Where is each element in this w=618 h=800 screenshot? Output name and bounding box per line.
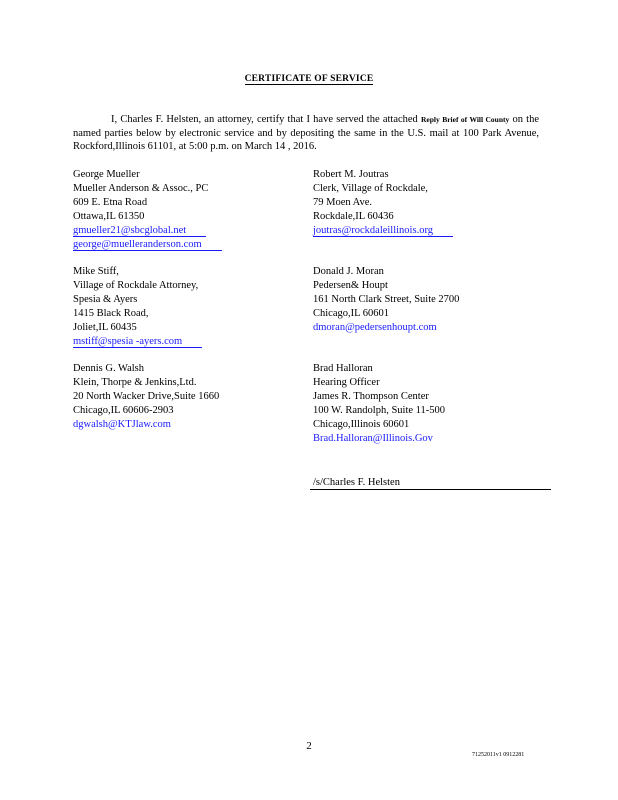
party-block-moran xyxy=(313,265,459,335)
party-block-halloran xyxy=(313,362,445,446)
party-line: 79 Moen Ave. xyxy=(313,197,373,208)
party-line: Spesia & Ayers xyxy=(73,294,138,305)
party-line: Clerk, Village of Rockdale, xyxy=(313,183,428,194)
party-line: Chicago,IL 60606-2903 xyxy=(73,405,174,416)
party-line: Mueller Anderson & Assoc., PC xyxy=(73,183,209,194)
party-line: Chicago,IL 60601 xyxy=(313,308,390,319)
party-line: 609 E. Etna Road xyxy=(73,197,148,208)
party-line: Klein, Thorpe & Jenkins,Ltd. xyxy=(73,377,197,388)
party-line: George Mueller xyxy=(73,169,140,180)
party-line: Brad Halloran xyxy=(313,363,373,374)
party-line: Pedersen& Houpt xyxy=(313,280,388,291)
party-line: Mike Stiff, xyxy=(73,266,119,277)
signature-text: /s/Charles F. Helsten xyxy=(313,477,400,488)
paragraph-part2: on the named parties below by electronic service and by depositing the same in the U.S. mail at 100 Park Avenue, Rockford,Illinois 61101, at 5:00 p.m. on March 14 , 2016. xyxy=(73,114,540,152)
party-line: Robert M. Joutras xyxy=(313,169,389,180)
document-id: 71252011v1 0912281 xyxy=(472,752,525,758)
title-text: CERTIFICATE OF SERVICE xyxy=(244,74,374,84)
email-link[interactable]: joutras@rockdaleillinois.org xyxy=(313,225,453,237)
email-link[interactable]: dgwalsh@KTJlaw.com xyxy=(73,419,171,430)
email-link[interactable]: george@muelleranderson.com xyxy=(73,239,222,251)
page-number: 2 xyxy=(306,740,312,752)
email-link[interactable]: Brad.Halloran@Illinois.Gov xyxy=(313,433,433,444)
party-line: Donald J. Moran xyxy=(313,266,384,277)
party-line: Village of Rockdale Attorney, xyxy=(73,280,199,291)
party-line: Chicago,Illinois 60601 xyxy=(313,419,410,430)
party-block-stiff xyxy=(73,265,202,349)
party-line: 161 North Clark Street, Suite 2700 xyxy=(313,294,460,305)
party-line: James R. Thompson Center xyxy=(313,391,429,402)
party-line: Hearing Officer xyxy=(313,377,380,388)
certification-paragraph xyxy=(73,113,539,154)
party-line: 1415 Black Road, xyxy=(73,308,149,319)
party-line: Ottawa,IL 61350 xyxy=(73,211,145,222)
email-link[interactable]: dmoran@pedersenhoupt.com xyxy=(313,322,437,333)
reply-brief-title: Reply Brief of Will County xyxy=(421,115,510,124)
party-line: Rockdale,IL 60436 xyxy=(313,211,394,222)
party-block-walsh xyxy=(73,362,219,432)
party-block-joutras xyxy=(313,168,453,238)
signature-line xyxy=(310,476,551,490)
email-link[interactable]: mstiff@spesia -ayers.com xyxy=(73,336,202,348)
email-link[interactable]: gmueller21@sbcglobal.net xyxy=(73,225,206,237)
party-line: Joliet,IL 60435 xyxy=(73,322,137,333)
party-line: 20 North Wacker Drive,Suite 1660 xyxy=(73,391,220,402)
page-title xyxy=(0,74,618,84)
paragraph-part1: I, Charles F. Helsten, an attorney, certify that I have served the attached xyxy=(111,114,418,125)
party-line: 100 W. Randolph, Suite 11-500 xyxy=(313,405,446,416)
party-block-mueller xyxy=(73,168,222,252)
party-line: Dennis G. Walsh xyxy=(73,363,144,374)
